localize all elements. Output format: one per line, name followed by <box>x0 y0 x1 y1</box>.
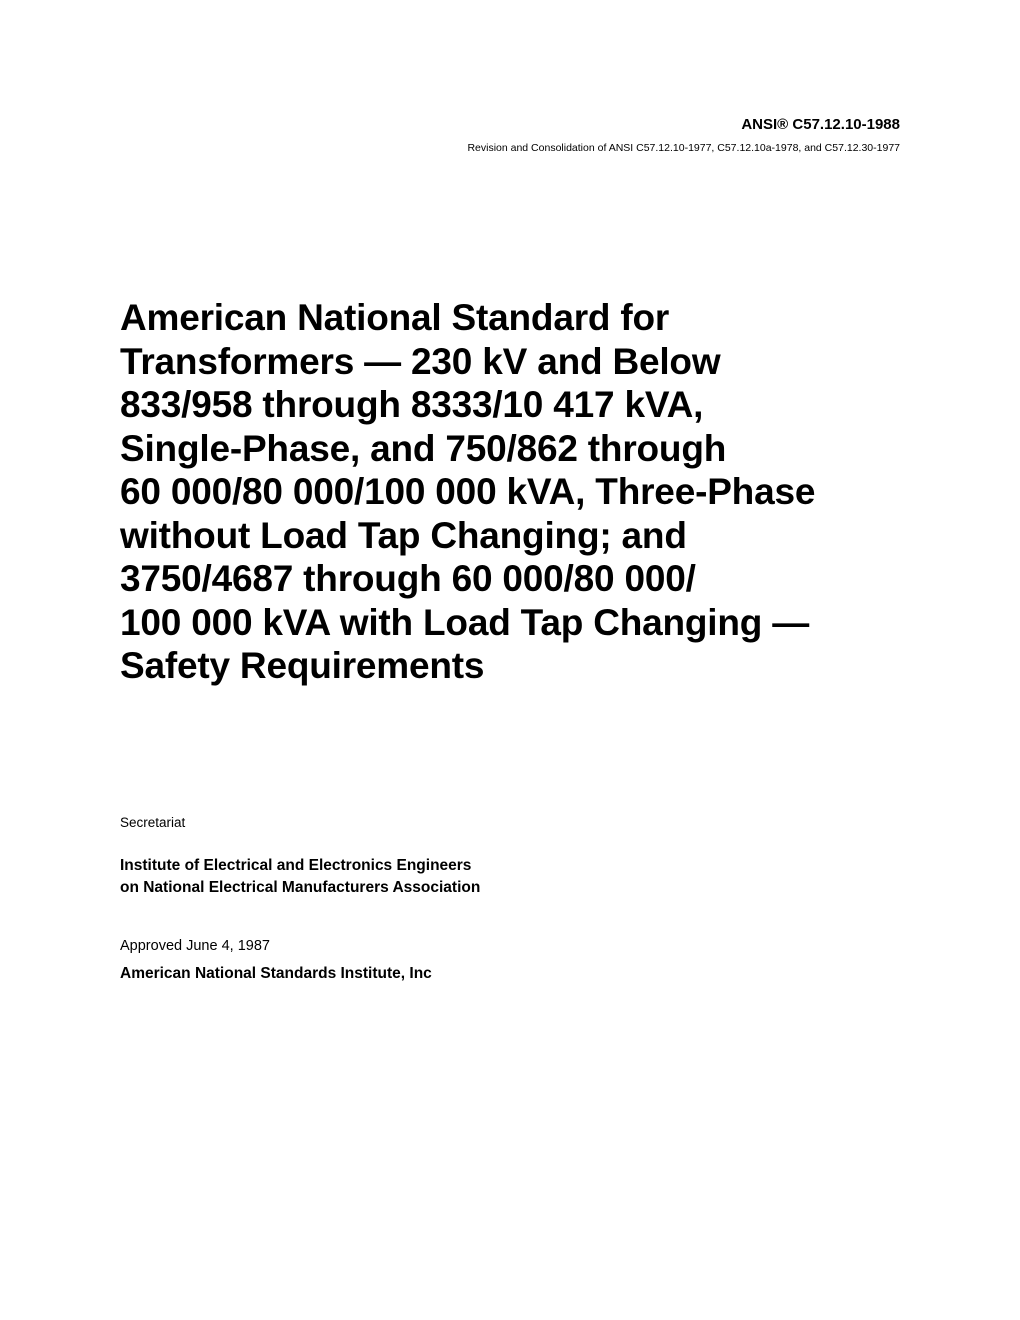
secretariat-organization: on National Electrical Manufacturers Association <box>120 879 481 896</box>
secretariat-organization: Institute of Electrical and Electronics Engineers <box>120 857 472 874</box>
title-line: Safety Requirements <box>120 645 485 686</box>
secretariat-organizations <box>120 855 480 899</box>
revision-note: Revision and Consolidation of ANSI C57.12.10-1977, C57.12.10a-1978, and C57.12.30-1977 <box>467 142 900 154</box>
title-line: Single-Phase, and 750/862 through <box>120 427 727 469</box>
document-title <box>120 296 920 688</box>
title-line: Transformers — 230 kV and Below <box>120 340 721 382</box>
title-line: 100 000 kVA with Load Tap Changing — <box>120 601 810 643</box>
title-line: 60 000/80 000/100 000 kVA, Three-Phase <box>120 471 816 512</box>
title-line: without Load Tap Changing; and <box>120 514 687 556</box>
approving-body: American National Standards Institute, Inc <box>120 965 432 982</box>
document-header <box>467 116 900 155</box>
approval-date: Approved June 4, 1987 <box>120 938 270 954</box>
title-line: 3750/4687 through 60 000/80 000/ <box>120 558 696 599</box>
title-line: American National Standard for <box>120 297 670 338</box>
title-line: 833/958 through 8333/10 417 kVA, <box>120 384 704 425</box>
standard-number: ANSI® C57.12.10-1988 <box>741 116 900 133</box>
secretariat-label: Secretariat <box>120 815 186 830</box>
